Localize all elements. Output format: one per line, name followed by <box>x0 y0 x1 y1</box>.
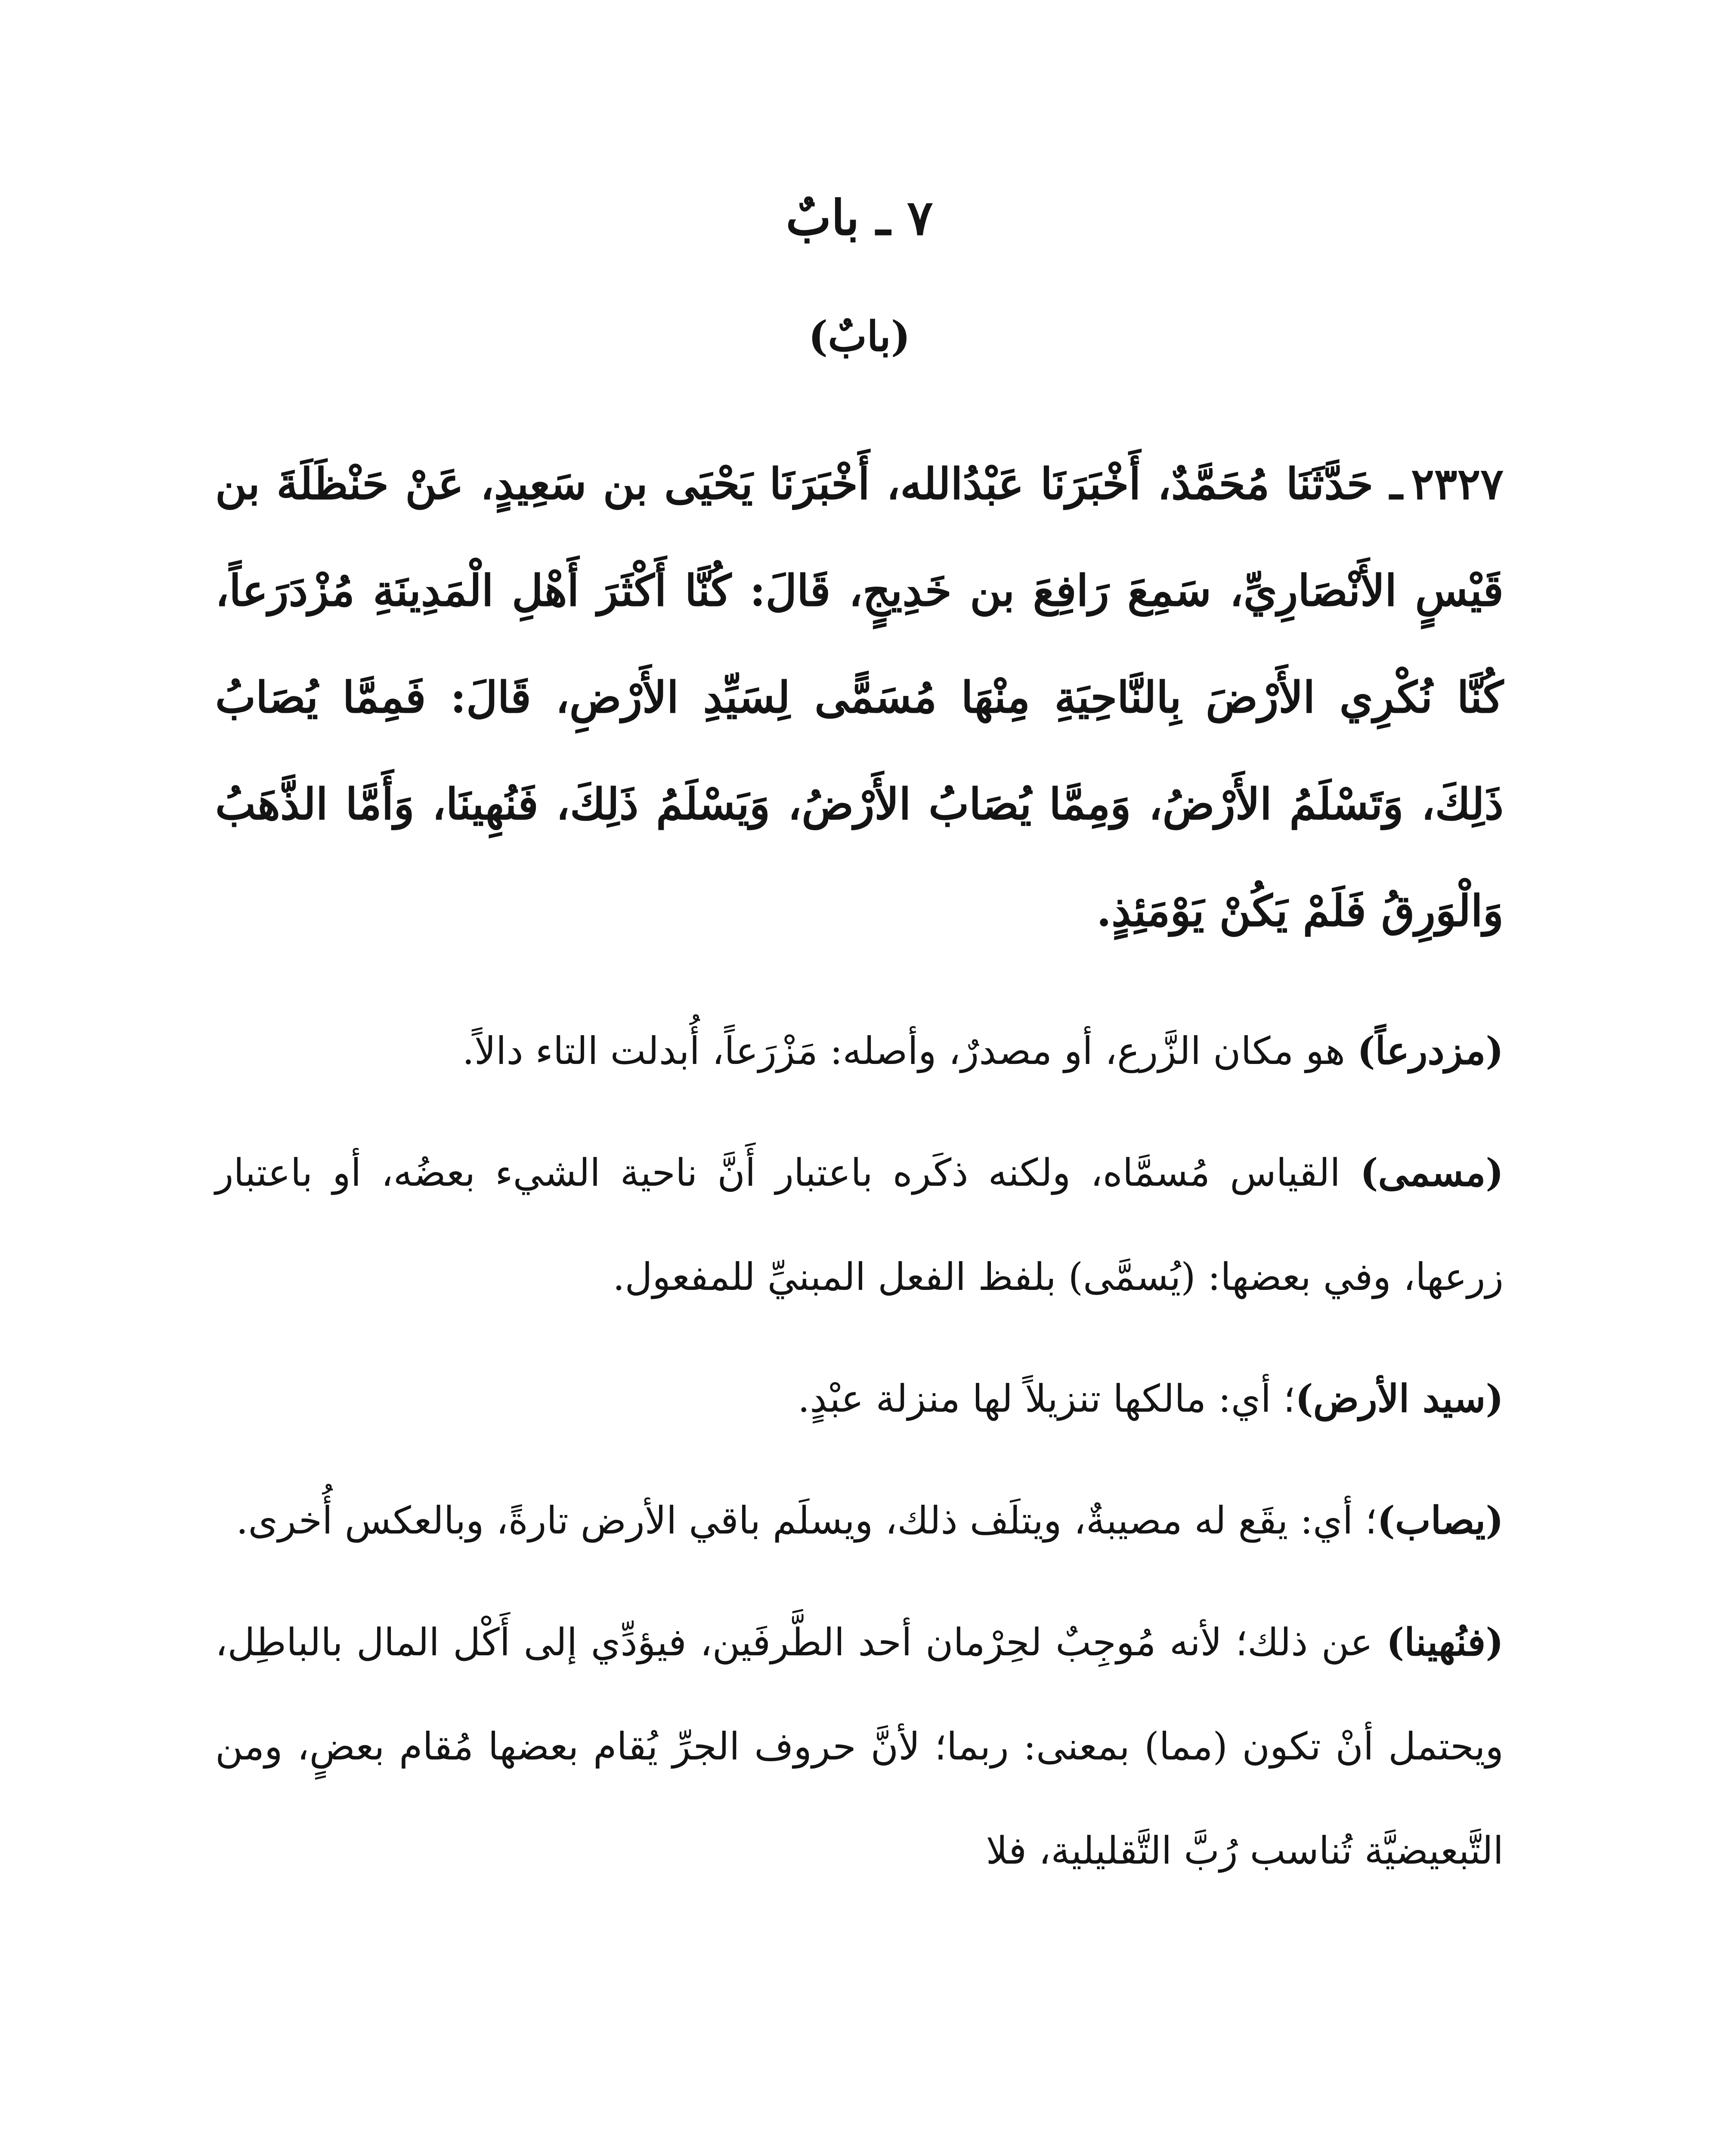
commentary-text: ؛ أي: مالكها تنزيلاً لها منزلة عبْدٍ. <box>798 1376 1296 1421</box>
commentary-term: (سيد الأرض) <box>1295 1376 1504 1421</box>
commentary-paragraph <box>215 1590 1504 1903</box>
commentary-paragraph <box>215 1346 1504 1451</box>
commentary-paragraph <box>215 1120 1504 1329</box>
hadith-text: ـ حَدَّثَنَا مُحَمَّدٌ، أَخْبَرَنَا عَبْدُالله، أَخْبَرَنَا يَحْيَى بن سَعِيدٍ، عَنْ حَنْظَلَةَ بن قَيْسٍ الأَنْصَارِيِّ، سَمِعَ رَافِعَ بن خَدِيجٍ، قَالَ: كُنَّا أَكْثَرَ أَهْلِ الْمَدِينَةِ مُزْدَرَعاً، كُنَّا نُكْرِي الأَرْضَ بِالنَّاحِيَةِ مِنْهَا مُسَمًّى لِسَيِّدِ الأَرْضِ، قَالَ: فَمِمَّا يُصَابُ ذَلِكَ، وَتَسْلَمُ الأَرْضُ، وَمِمَّا يُصَابُ الأَرْضُ، وَيَسْلَمُ ذَلِكَ، فَنُهِينَا، وَأَمَّا الذَّهَبُ وَالْوَرِقُ فَلَمْ يَكُنْ يَوْمَئِذٍ. <box>215 458 1504 936</box>
commentary-text: ؛ أي: يقَع له مصيبةٌ، ويتلَف ذلك، ويسلَم باقي الأرض تارةً، وبالعكس أُخرى. <box>236 1498 1377 1543</box>
commentary-text: هو مكان الزَّرع، أو مصدرٌ، وأصله: مَزْرَعاً، أُبدلت التاء دالاً. <box>462 1028 1358 1073</box>
page-content <box>215 189 1504 1920</box>
commentary-term: (مزدرعاً) <box>1357 1028 1504 1073</box>
commentary-paragraph <box>215 1468 1504 1573</box>
commentary-term: (مسمى) <box>1360 1150 1504 1195</box>
commentary-term: (يصاب) <box>1377 1497 1504 1543</box>
hadith-number: ٢٣٢٧ <box>1411 458 1504 509</box>
commentary-paragraph <box>215 999 1504 1103</box>
hadith-paragraph <box>215 430 1504 964</box>
commentary-text: عن ذلك؛ لأنه مُوجِبٌ لحِرْمان أحد الطَّرفَين، فيؤدِّي إلى أَكْل المال بالباطِل، ويحتمل أنْ تكون (مما) بمعنى: ربما؛ لأنَّ حروف الجرِّ يُقام بعضها مُقام بعضٍ، ومن التَّبعيضيَّة تُناسب رُبَّ التَّقليلية، فلا <box>215 1620 1504 1873</box>
commentary-text: القياس مُسمَّاه، ولكنه ذكَره باعتبار أَنَّ ناحية الشيء بعضُه، أو باعتبار زرعها، وفي بعضها: (يُسمَّى) بلفظ الفعل المبنيِّ للمفعول. <box>215 1150 1504 1299</box>
chapter-title: ٧ ـ بابٌ <box>786 190 933 246</box>
section-title: (بابٌ) <box>808 312 911 361</box>
commentary-term: (فنُهينا) <box>1386 1619 1504 1664</box>
